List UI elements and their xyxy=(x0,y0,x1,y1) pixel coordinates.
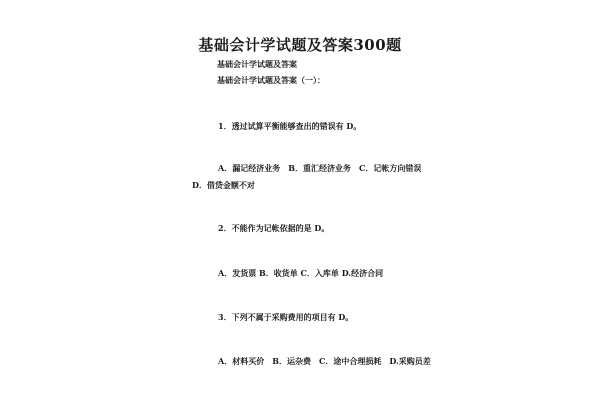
question-2: 2．不能作为记帐依据的是 D。 xyxy=(218,223,330,233)
question-1: 1．透过试算平衡能够查出的错误有 D。 xyxy=(218,121,362,131)
question-1-options-continued: D．借贷金额不对 xyxy=(192,180,255,190)
section-heading: 基础会计学试题及答案（一）： xyxy=(217,75,325,85)
document-subtitle: 基础会计学试题及答案 xyxy=(217,59,297,69)
question-3-options: A．材料买价 B．运杂费 C．途中合理损耗 D.采购员差 xyxy=(218,356,431,366)
question-2-options: A．发货票 B．收货单 C．入库单 D.经济合同 xyxy=(218,268,384,278)
document-title: 基础会计学试题及答案300题 xyxy=(198,36,402,54)
question-1-options: A．漏记经济业务 B．重汇经济业务 C．记帐方向错误 xyxy=(218,163,422,173)
question-3: 3．下列不属于采购费用的项目有 D。 xyxy=(218,312,354,322)
